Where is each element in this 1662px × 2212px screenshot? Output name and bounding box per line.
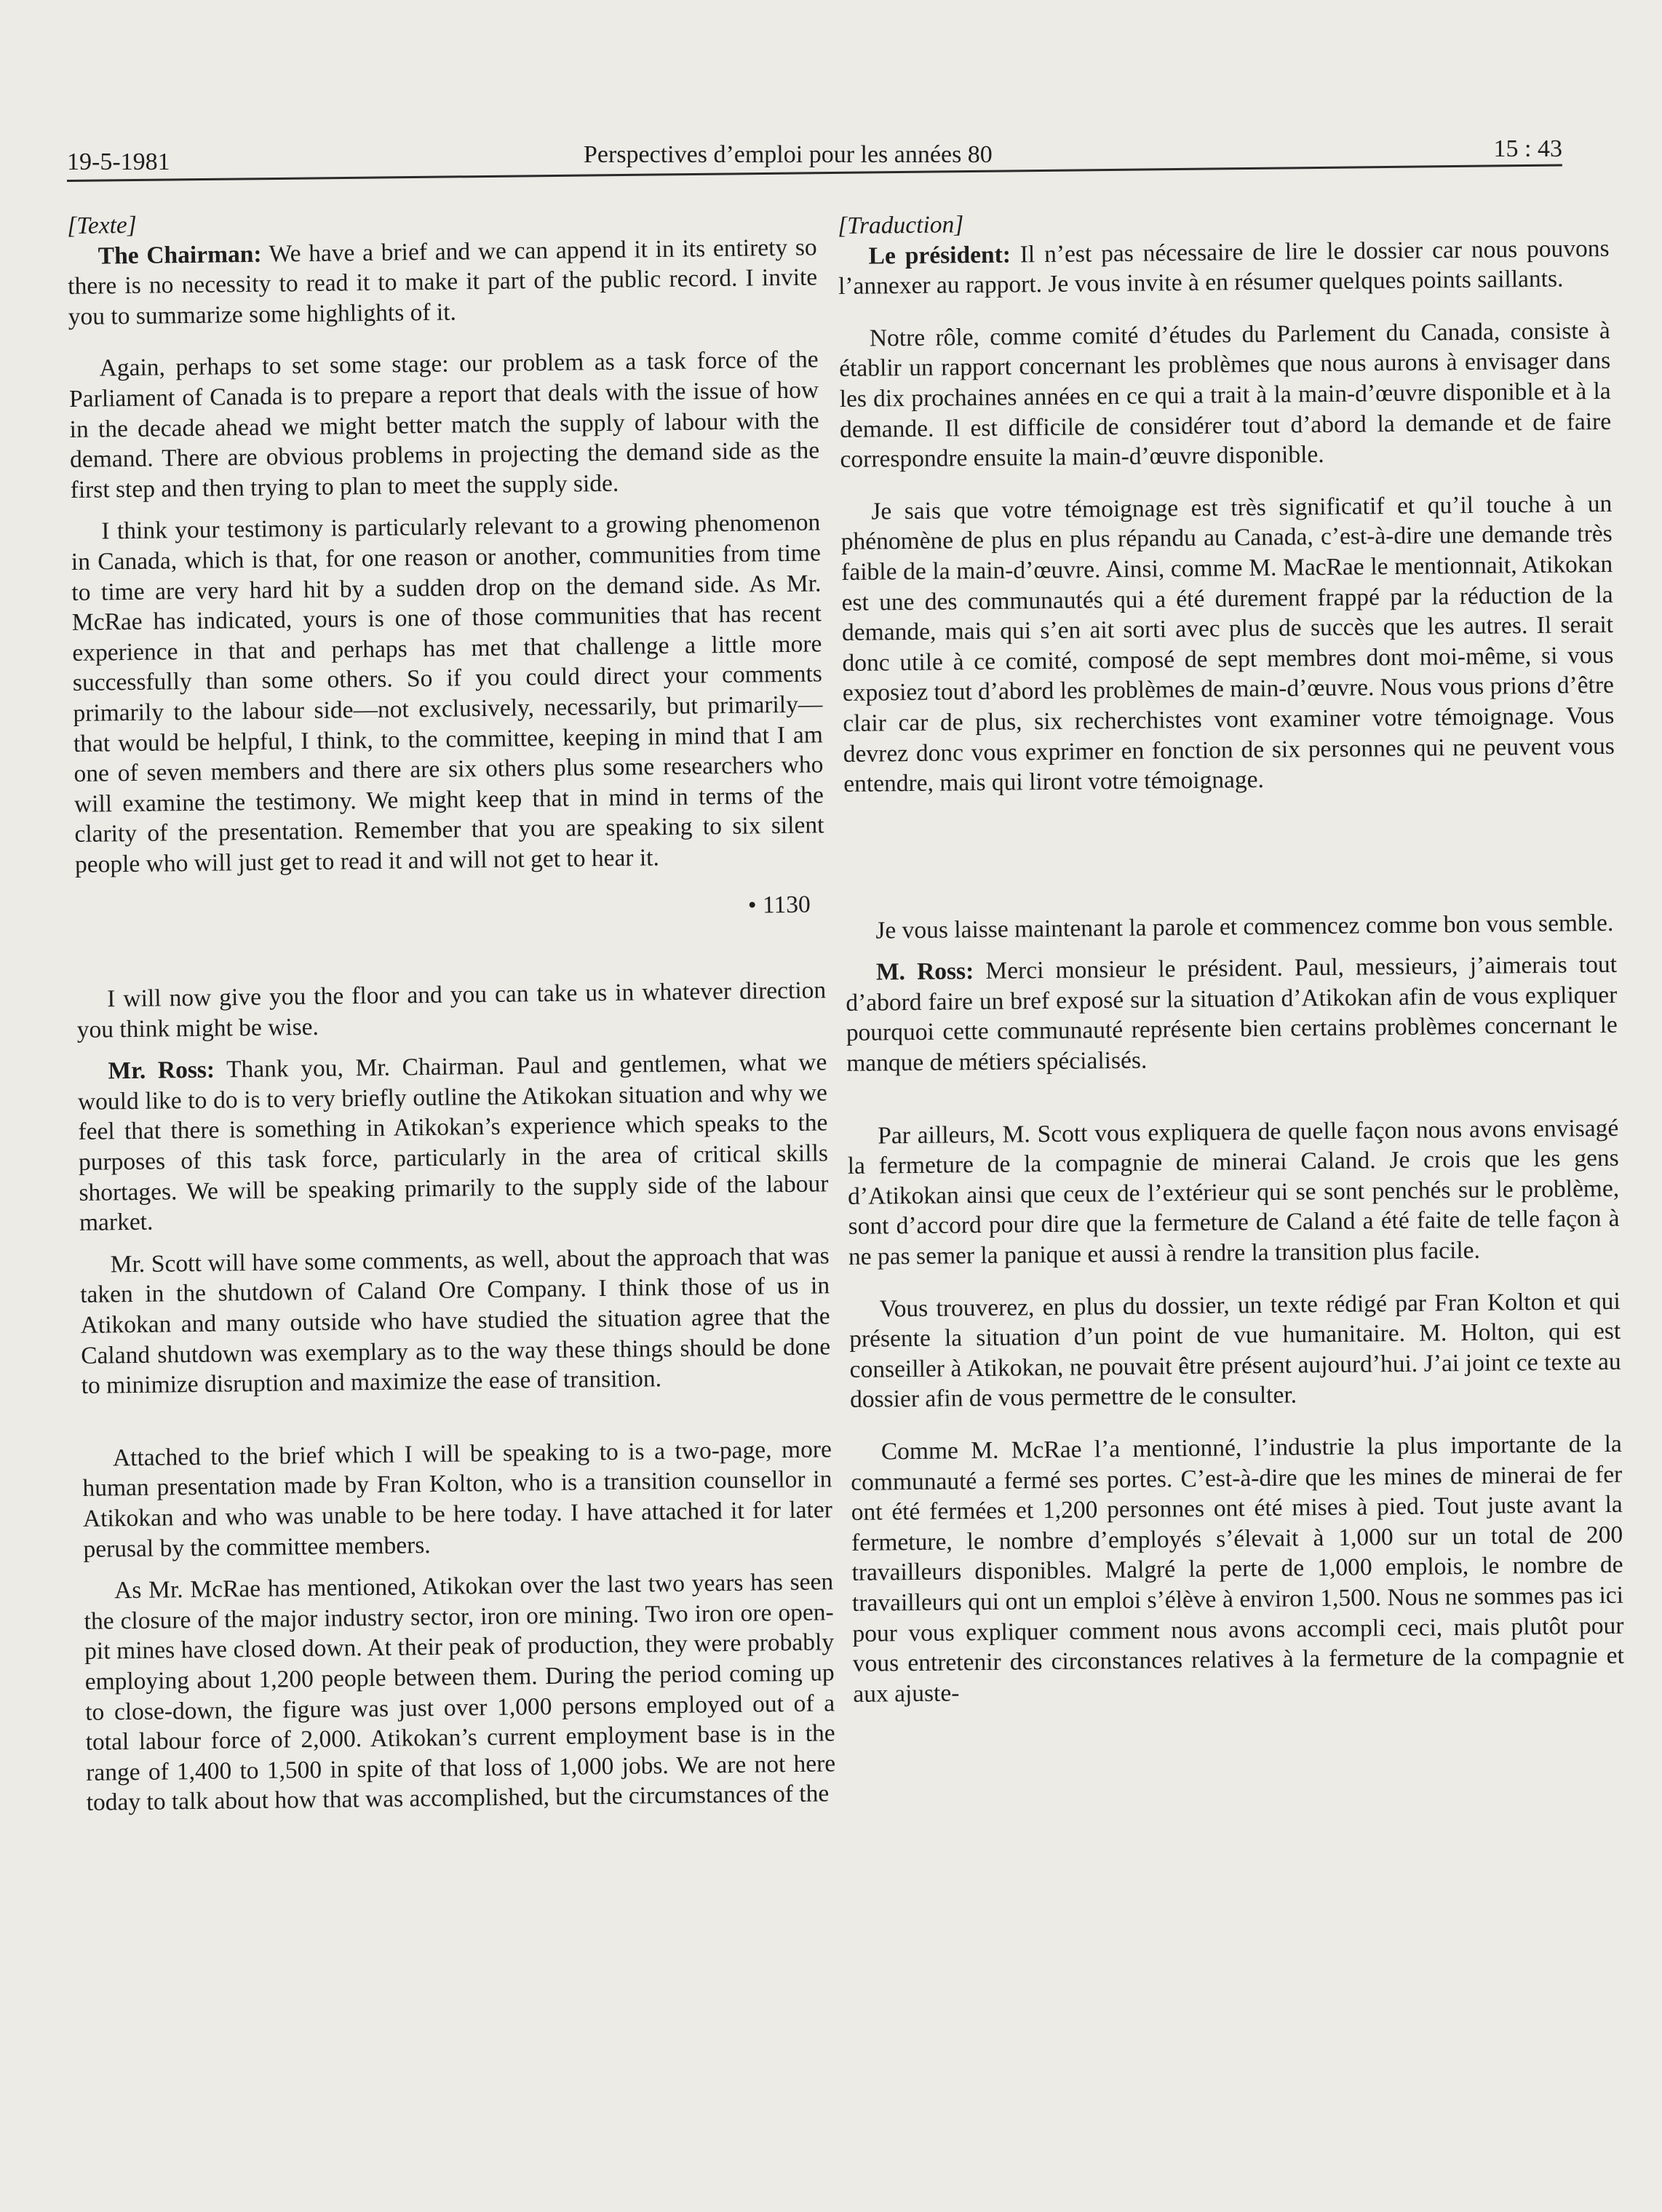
paragraph: Comme M. McRae l’a mentionné, l’industrie la plus importante de la communauté a fermé ses portes. C’est-à-dire que les mines de minerai de fer ont été fermées et 1,200 personnes ont été mises à pied. Tout juste avant la fermeture, le nombre d’employés s’élevait à 1,000 sur un total de 200 travailleurs disponibles. Malgré la perte de 1,000 emplois, le nombre de travailleurs qui ont un emploi s’élève à environ 1,500. Nous ne sommes pas ici pour vous expliquer comment nous avons accompli ceci, mais plutôt pour vous entretenir des circonstances relatives à la fermeture de la compagnie et aux ajuste-: [851, 1430, 1625, 1708]
english-column: [67, 202, 836, 1818]
paragraph: I will now give you the floor and you can take us in whatever direction you think might be wise.: [76, 976, 827, 1043]
paragraph: Mr. Scott will have some comments, as well, about the approach that was taken in the shutdown of Caland Ore Company. I think those of us in Atikokan and many outside who have studied the situation agree that the Caland shutdown was exemplary as to the way these things should be done to minimize disruption and maximize the ease of transition.: [79, 1242, 831, 1400]
text-label: [Texte]: [67, 211, 138, 239]
paragraph: Je vous laisse maintenant la parole et commencez comme bon vous semble.: [875, 909, 1614, 944]
paragraph: Attached to the brief which I will be speaking to is a two-page, more human presentation made by Fran Kolton, who is a transition counsellor in Atikokan and who was unable to be here today. I have attached it for later perusal by the committee members.: [82, 1436, 833, 1563]
paragraph: Notre rôle, comme comité d’études du Parlement du Canada, consiste à établir un rapport concernant les problèmes que nous aurons à envisager dans les dix prochaines années en ce qui a trait à la main-d’œuvre disponible et à la demande. Il est difficile de considérer tout d’abord la demande et de faire correspondre ensuite la main-d’œuvre disponible.: [839, 317, 1612, 474]
header-page-number: 15 : 43: [1493, 135, 1562, 162]
paragraph-chairman: [68, 232, 818, 332]
paragraph: Par ailleurs, M. Scott vous expliquera de quelle façon nous avons envisagé la fermeture de la compagnie de minerai Caland. Je crois que les gens d’Atikokan ainsi que ceux de l’extérieur qui se sont penchés sur le problème, sont d’accord pour dire que la fermeture de Caland a été faite de telle façon à ne pas semer la panique et aussi à rendre la transition plus facile.: [847, 1114, 1620, 1270]
paragraph-text: We have a brief and we can append it in its entirety so there is no necessity to read it to make it part of the public record. I invite you to summarize some highlights of it.: [68, 234, 818, 330]
paragraph: Je sais que votre témoignage est très significatif et qu’il touche à un phénomène de plus en plus répandu au Canada, c’est-à-dire une demande très faible de la main-d’œuvre. Ainsi, comme M. MacRae le mentionnait, Atikokan est une des communautés qui a été durement frappé par la réduction de la demande, mais qui s’en ait sorti avec plus de succès que les autres. Il serait donc utile à ce comité, composé de sept membres dont moi-même, si vous exposiez tout d’abord les problèmes de main-d’œuvre. Nous vous prions d’être clair car de plus, six recherchistes vont examiner votre témoignage. Vous devrez donc vous exprimer en fonction de six personnes qui ne peuvent vous entendre, mais qui liront votre témoignage.: [840, 490, 1615, 798]
speaker-name: M. Ross:: [875, 958, 974, 986]
speaker-name: Le président:: [868, 241, 1011, 270]
speaker-name: The Chairman:: [98, 240, 262, 270]
paragraph: I think your testimony is particularly relevant to a growing phenomenon in Canada, which is that, for one reason or another, communities from time to time are very hard hit by a sudden drop on the demand side. As Mr. McRae has indicated, yours is one of those communities that has recent experience in that and perhaps has met that challenge a little more successfully than some others. So if you could direct your comments primarily to the labour side—not exclusively, necessarily, but primarily—that would be helpful, I think, to the committee, keeping in mind that I am one of seven members and there are six others plus some researchers who will examine the testimony. We might keep that in mind in terms of the clarity of the presentation. Remember that you are speaking to six silent people who will just get to read it and will not get to hear it.: [71, 509, 824, 878]
paragraph: As Mr. McRae has mentioned, Atikokan over the last two years has seen the closure of the major industry sector, iron ore mining. Two iron ore open-pit mines have closed down. At their peak of production, they were probably employing about 1,200 people between them. During the period coming up to close-down, the figure was just over 1,000 persons employed out of a total labour force of 2,000. Atikokan’s current employment base is in the range of 1,400 to 1,500 in spite of that loss of 1,000 jobs. We are not here today to talk about how that was accomplished, but the circumstances of the: [84, 1568, 836, 1817]
speaker-name: Mr. Ross:: [108, 1056, 215, 1085]
time-marker: • 1130: [747, 891, 811, 920]
french-column: [838, 203, 1625, 1709]
paragraph-text: Merci monsieur le président. Paul, messieurs, j’aimerais tout d’abord faire un bref exposé sur la situation d’Atikokan afin de vous expliquer pourquoi cette communauté représente bien certains problèmes concernant le manque de métiers spécialisés.: [846, 951, 1618, 1077]
paragraph: Again, perhaps to set some stage: our problem as a task force of the Parliament of Canada is to prepare a report that deals with the issue of how in the decade ahead we might better match the supply of labour with the demand. There are obvious problems in projecting the demand side as the first step and then trying to plan to meet the supply side.: [68, 346, 820, 504]
paragraph-ross: [846, 950, 1618, 1078]
translation-label: [Traduction]: [838, 211, 964, 239]
header-title: Perspectives d’emploi pour les années 80: [584, 141, 993, 168]
paragraph-president: [838, 233, 1610, 301]
page-header: [67, 131, 1562, 182]
header-date: 19-5-1981: [67, 148, 170, 175]
paragraph-text: Il n’est pas nécessaire de lire le dossier car nous pouvons l’annexer au rapport. Je vous invite à en résumer quelques points saillants.: [838, 234, 1610, 301]
paragraph-ross: [77, 1048, 829, 1238]
paragraph-text: Thank you, Mr. Chairman. Paul and gentlemen, what we would like to do is to very briefly outline the Atikokan situation and why we feel that there is something in Atikokan’s experience which speaks to the purposes of this task force, particularly in the area of critical skills shortages. We will be speaking primarily to the supply side of the labour market.: [77, 1049, 829, 1237]
paragraph: Vous trouverez, en plus du dossier, un texte rédigé par Fran Kolton et qui présente la situation d’un point de vue humanitaire. M. Holton, qui est conseiller à Atikokan, ne pouvait être présent aujourd’hui. J’ai joint ce texte au dossier afin de vous permettre de le consulter.: [849, 1287, 1621, 1414]
